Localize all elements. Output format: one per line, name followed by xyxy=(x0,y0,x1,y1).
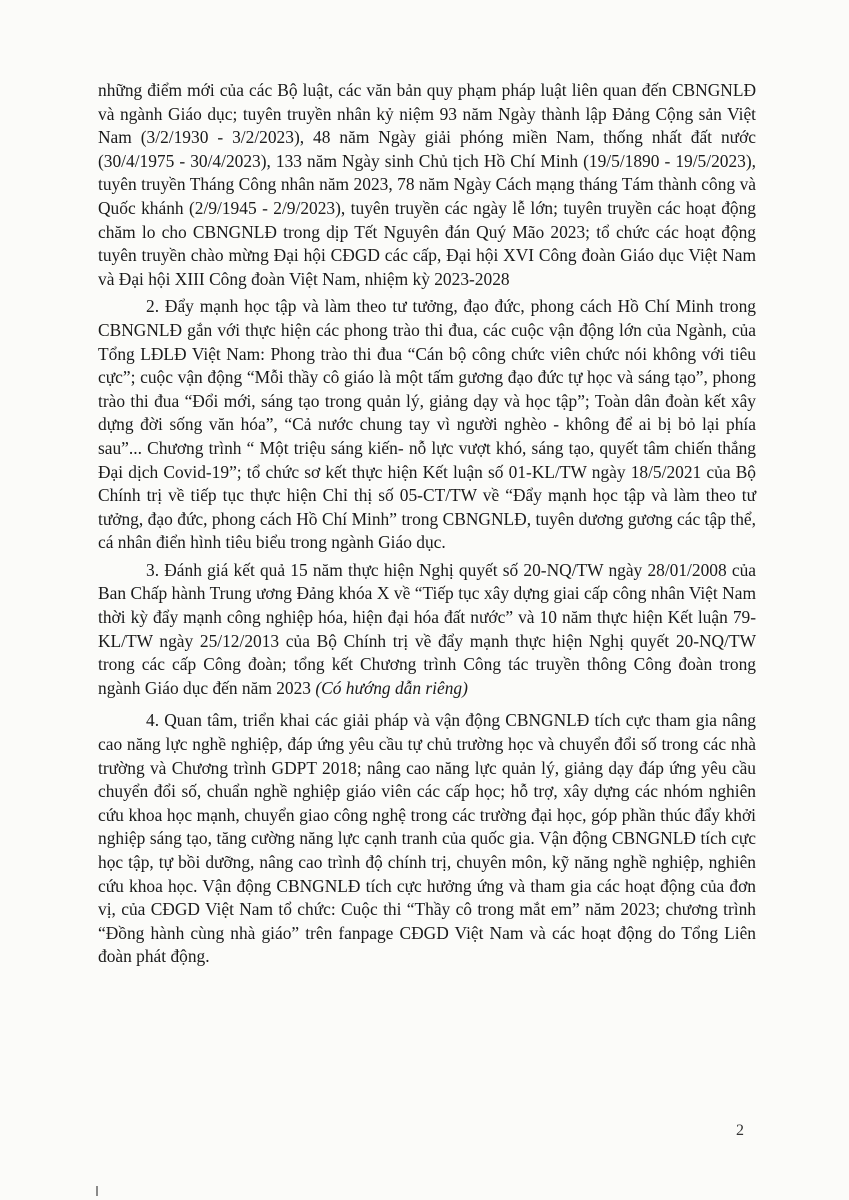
paragraph-item-3-note: (Có hướng dẫn riêng) xyxy=(315,677,468,698)
paragraph-item-4: 4. Quan tâm, triển khai các giải pháp và vận động CBNGNLĐ tích cực tham gia nâng cao năng lực nghề nghiệp, đáp ứng yêu cầu tự chủ trường học và chuyển đổi số trong các nhà trường và Chương trình GDPT 2018; nâng cao năng lực quản lý, giảng dạy đáp ứng yêu cầu chuyển đổi số, chuẩn nghề nghiệp giáo viên các cấp học; hỗ trợ, xây dựng các nhóm nghiên cứu khoa học mạnh, chuyển giao công nghệ trong các trường đại học, góp phần thúc đẩy khởi nghiệp sáng tạo, tăng cường năng lực cạnh tranh của quốc gia. Vận động CBNGNLĐ tích cực học tập, tự bồi dưỡng, nâng cao trình độ chính trị, chuyên môn, kỹ năng nghề nghiệp, nghiên cứu khoa học. Vận động CBNGNLĐ tích cực hưởng ứng và tham gia các hoạt động của đơn vị, của CĐGD Việt Nam tổ chức: Cuộc thi “Thầy cô trong mắt em” năm 2023; chương trình “Đồng hành cùng nhà giáo” trên fanpage CĐGD Việt Nam và các hoạt động do Tổng Liên đoàn phát động. xyxy=(98,710,756,967)
scan-mark xyxy=(96,1186,98,1196)
paragraph-item-3-text: 3. Đánh giá kết quả 15 năm thực hiện Nghị quyết số 20-NQ/TW ngày 28/01/2008 của Ban Chấp hành Trung ương Đảng khóa X về “Tiếp tục xây dựng giai cấp công nhân Việt Nam thời kỳ đẩy mạnh công nghiệp hóa, hiện đại hóa đất nước” và 10 năm thực hiện Kết luận 79-KL/TW ngày 25/12/2013 của Bộ Chính trị về đẩy mạnh thực hiện Nghị quyết 20-NQ/TW trong các cấp Công đoàn; tổng kết Chương trình Công tác truyền thông Công đoàn trong ngành Giáo dục đến năm 2023 xyxy=(98,559,756,698)
page-number: 2 xyxy=(736,1122,744,1139)
paragraph-item-3 xyxy=(98,559,756,701)
paragraph-continuation: những điểm mới của các Bộ luật, các văn bản quy phạm pháp luật liên quan đến CBNGNLĐ và ngành Giáo dục; tuyên truyền nhân kỷ niệm 93 năm Ngày thành lập Đảng Cộng sản Việt Nam (3/2/1930 - 3/2/2023), 48 năm Ngày giải phóng miền Nam, thống nhất đất nước (30/4/1975 - 30/4/2023), 133 năm Ngày sinh Chủ tịch Hồ Chí Minh (19/5/1890 - 19/5/2023), tuyên truyền Tháng Công nhân năm 2023, 78 năm Ngày Cách mạng tháng Tám thành công và Quốc khánh (2/9/1945 - 2/9/2023), tuyên truyền các ngày lễ lớn; tuyên truyền các hoạt động chăm lo cho CBNGNLĐ trong dịp Tết Nguyên đán Quý Mão 2023; tổ chức các hoạt động tuyên truyền chào mừng Đại hội CĐGD các cấp, Đại hội XVI Công đoàn Giáo dục Việt Nam và Đại hội XIII Công đoàn Việt Nam, nhiệm kỳ 2023-2028 xyxy=(98,80,756,289)
paragraph-item-2: 2. Đẩy mạnh học tập và làm theo tư tưởng, đạo đức, phong cách Hồ Chí Minh trong CBNGNLĐ gắn với thực hiện các phong trào thi đua, các cuộc vận động lớn của Ngành, của Tổng LĐLĐ Việt Nam: Phong trào thi đua “Cán bộ công chức viên chức nói không với tiêu cực”; cuộc vận động “Mỗi thầy cô giáo là một tấm gương đạo đức tự học và sáng tạo”, phong trào thi đua “Đổi mới, sáng tạo trong quản lý, giảng dạy và học tập”; Toàn dân đoàn kết xây dựng đời sống văn hóa”, “Cả nước chung tay vì người nghèo - không để ai bị bỏ lại phía sau”... Chương trình “ Một triệu sáng kiến- nỗ lực vượt khó, sáng tạo, quyết tâm chiến thắng Đại dịch Covid-19”; tổ chức sơ kết thực hiện Kết luận số 01-KL/TW ngày 18/5/2021 của Bộ Chính trị về tiếp tục thực hiện Chỉ thị số 05-CT/TW về “Đẩy mạnh học tập và làm theo tư tưởng, đạo đức, phong cách Hồ Chí Minh” trong CBNGNLĐ, tuyên dương gương các tập thể, cá nhân điển hình tiêu biểu trong ngành Giáo dục. xyxy=(98,296,756,553)
document-body xyxy=(98,79,756,969)
